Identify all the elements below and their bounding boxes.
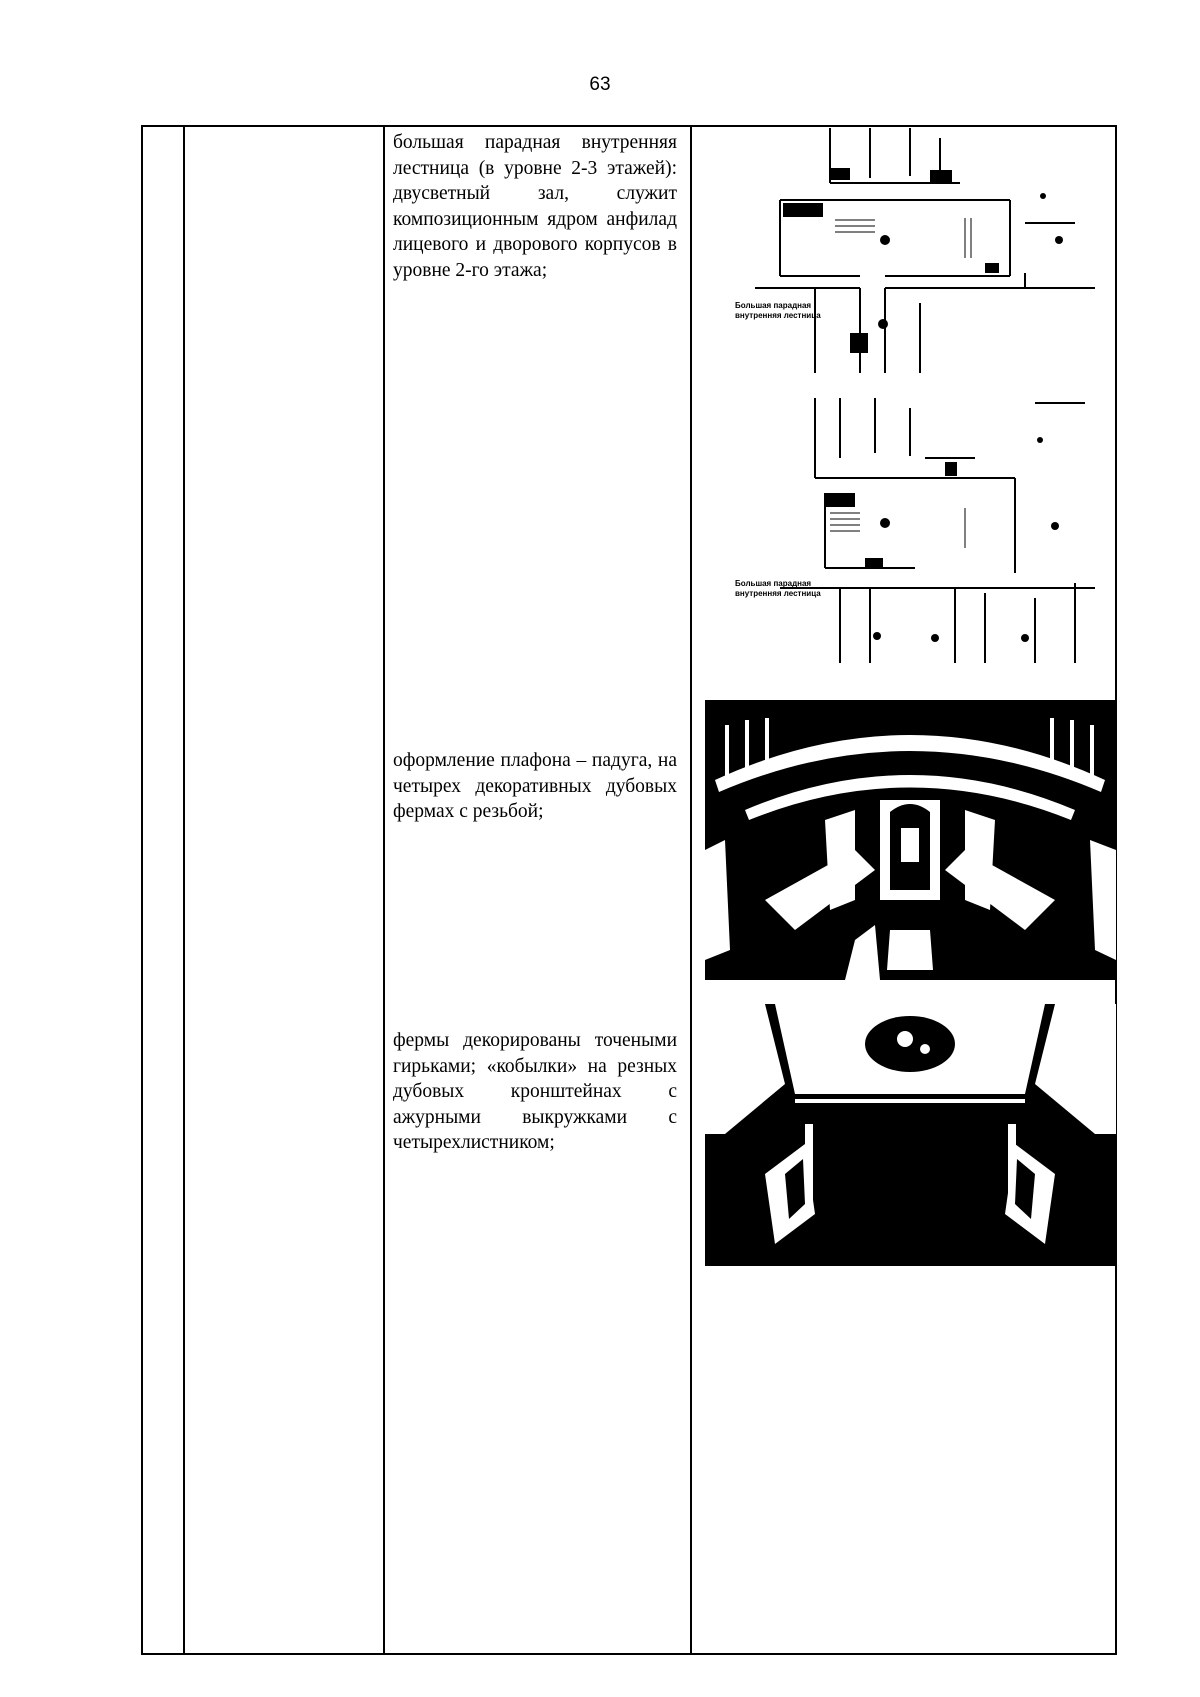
table-column-divider-3 (690, 127, 692, 1653)
svg-text:Большая парадная: Большая парадная (735, 579, 812, 588)
photo-hall-interior (705, 700, 1116, 980)
table-column-divider-1 (183, 127, 185, 1653)
svg-text:внутренняя лестница: внутренняя лестница (735, 589, 821, 598)
table-column-divider-2 (383, 127, 385, 1653)
svg-text:Большая парадная: Большая парадная (735, 301, 812, 310)
photo-ceiling-trusses (705, 1004, 1116, 1266)
floor-plan-lower-drawing (735, 398, 1095, 663)
photo-ceiling-trusses-image (705, 1004, 1116, 1266)
floor-plan-upper (735, 128, 1095, 373)
page-number: 63 (589, 74, 611, 95)
svg-text:внутренняя лестница: внутренняя лестница (735, 311, 821, 320)
floor-plan-lower (735, 398, 1095, 663)
description-staircase: большая парадная внутренняя лестница (в уровне 2-3 этажей): двусветный зал, служит композиционным ядром анфилад лицевого и дворового корпусов в уровне 2-го этажа; (393, 132, 677, 281)
description-trusses: фермы декорированы точеными гирьками; «кобылки» на резных дубовых кронштейнах с ажурными выкружками с четырехлистником; (393, 1030, 677, 1153)
photo-hall-interior-image (705, 700, 1116, 980)
description-ceiling: оформление плафона – падуга, на четырех декоративных дубовых фермах с резьбой; (393, 750, 677, 822)
floor-plan-upper-drawing (735, 128, 1095, 373)
